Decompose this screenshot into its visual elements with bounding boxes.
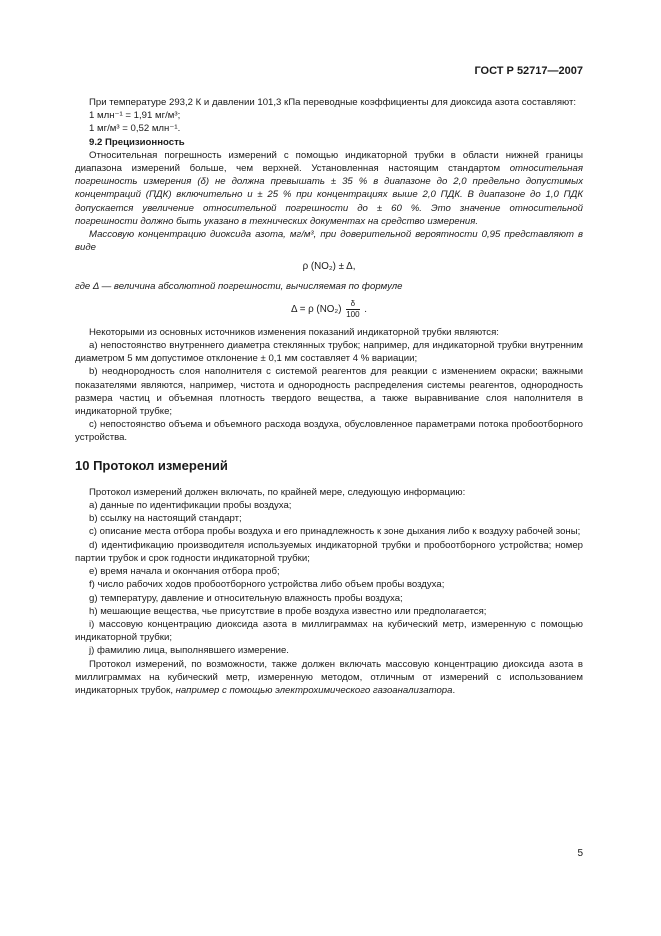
section-10-title: 10 Протокол измерений	[75, 457, 228, 473]
document-header: ГОСТ Р 52717—2007	[474, 65, 583, 77]
list-10-item: f) число рабочих ходов пробоотборного устройства либо объем пробы воздуха;	[89, 579, 445, 591]
precision-italic-text: относительная погрешность измерения (δ) не должна превышать ± 35 % в диапазоне до 2,0 предельно допустимых концентраций (ПДК) включительно и ± 25 % при концентрациях выше 2,0 ПДК. В диапазоне до 1,0 ПДК допускается увеличение относительной погрешности до ± 60 %. Это значение относительной погрешности должно быть указано в технических документах на средство измерения.	[75, 163, 583, 227]
protocol-final-italic: например с помощью электрохимического газоанализатора	[175, 684, 453, 696]
list-10-item: h) мешающие вещества, чье присутствие в пробе воздуха известно или предполагается;	[89, 605, 487, 617]
formula-1: ρ (NO₂) ± Δ,	[302, 261, 356, 273]
conversion-line-1: 1 млн⁻¹ = 1,91 мг/м³;	[89, 110, 181, 122]
section-9-2-title: 9.2 Прецизионность	[89, 136, 185, 148]
sources-intro: Некоторыми из основных источников изменения показаний индикаторной трубки являются:	[89, 326, 499, 338]
page-number: 5	[577, 848, 583, 859]
formula-2-numerator: δ	[346, 299, 359, 310]
protocol-final-paragraph	[75, 658, 583, 698]
formula-2-tail: .	[364, 303, 368, 315]
protocol-final-text: Протокол измерений, по возможности, также должен включать массовую концентрацию диоксида азота в миллиграммах на кубический метр, измеренную методом, отличным от измерений с использованием индикаторных трубок,	[75, 658, 583, 696]
mass-concentration-text: Массовую концентрацию диоксида азота, мг/м³, при доверительной вероятности 0,95 представляют в виде	[75, 229, 583, 254]
list-9-item: b) неоднородность слоя наполнителя с системой реагентов для реакции с изменением окраски; важными показателями являются, например, чистота и однородность распределения системы реагентов, однородность размера частиц и объемная плотность твердого вещества, а также выравнивание слоя наполнителя в индикаторной трубке;	[75, 366, 583, 418]
formula-2	[75, 299, 583, 320]
mass-concentration-paragraph	[75, 228, 583, 254]
list-9-item: a) непостоянство внутреннего диаметра стеклянных трубок; например, для индикаторной трубки внутренним диаметром 5 мм допустимое отклонение ± 0,1 мм составляет 4 % вариации;	[75, 340, 583, 365]
list-10-item: e) время начала и окончания отбора проб;	[89, 566, 280, 578]
list-9-item: c) непостоянство объема и объемного расхода воздуха, обусловленное параметрами потока пробоотборного устройства.	[75, 419, 583, 444]
formula-2-denominator: 100	[346, 309, 360, 319]
document-body	[75, 96, 583, 697]
list-10-item: j) фамилию лица, выполнявшего измерение.	[89, 645, 289, 657]
list-10-item: d) идентификацию производителя используемых индикаторной трубки и пробоотборного устройства; номер партии трубок и срок годности индикаторной трубки;	[75, 539, 583, 564]
conversion-intro: При температуре 293,2 К и давлении 101,3 кПа переводные коэффициенты для диоксида азота составляют:	[89, 97, 577, 108]
precision-text: Относительная погрешность измерений с помощью индикаторной трубки в области нижней границы диапазона измерений больше, чем верхней. Установленная настоящим стандартом	[75, 149, 583, 175]
formula-2-lhs: Δ = ρ (NO₂)	[290, 303, 342, 315]
list-10-item: i) массовую концентрацию диоксида азота в миллиграммах на кубический метр, измеренную с помощью индикаторной трубки;	[75, 618, 583, 644]
list-10-item: a) данные по идентификации пробы воздуха;	[89, 500, 292, 512]
protocol-intro: Протокол измерений должен включать, по крайней мере, следующую информацию:	[89, 486, 466, 498]
conversion-line-2: 1 мг/м³ = 0,52 млн⁻¹.	[89, 123, 181, 135]
formula-2-fraction	[346, 299, 359, 320]
where-delta-paragraph	[75, 280, 583, 293]
precision-paragraph	[75, 149, 583, 228]
list-10-item: c) описание места отбора пробы воздуха и его принадлежность к зоне дыхания либо к воздуху рабочей зоны;	[89, 526, 581, 538]
protocol-final-end: .	[452, 684, 456, 696]
list-10-item: g) температуру, давление и относительную влажность пробы воздуха;	[89, 592, 403, 604]
where-delta-text: где Δ — величина абсолютной погрешности, вычисляемая по формуле	[75, 280, 403, 292]
list-10-item: b) ссылку на настоящий стандарт;	[89, 513, 242, 525]
